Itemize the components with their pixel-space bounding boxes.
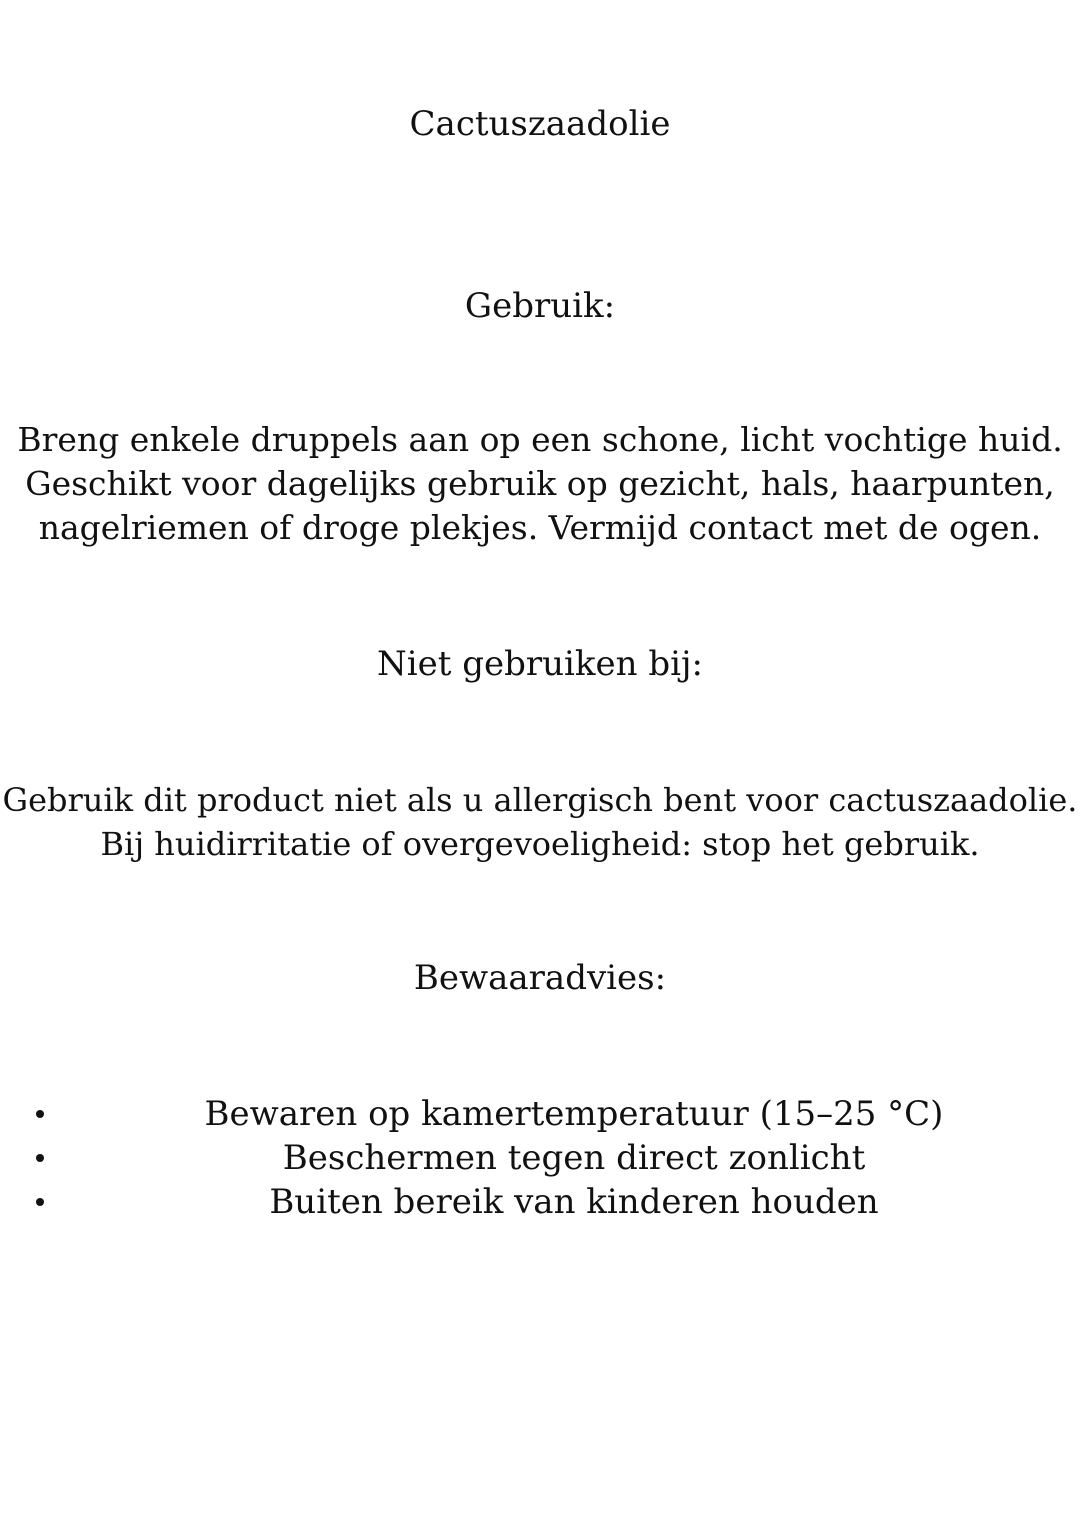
bullet-icon [36,1110,44,1118]
usage-heading: Gebruik: [464,286,616,326]
list-item-text: Buiten bereik van kinderen houden [269,1182,879,1222]
list-item-text: Bewaren op kamertemperatuur (15–25 °C) [204,1094,944,1134]
bullet-icon [36,1154,44,1162]
warnings-paragraph [0,778,1080,866]
storage-list [0,1092,1080,1224]
usage-paragraph [0,418,1080,550]
bullet-icon [36,1198,44,1206]
list-item-text: Beschermen tegen direct zonlicht [282,1138,866,1178]
storage-heading: Bewaaradvies: [413,958,667,998]
warnings-line: Bij huidirritatie of overgevoeligheid: stop het gebruik. [100,825,980,863]
list-item [0,1092,1080,1136]
product-title: Cactuszaadolie [409,104,671,144]
usage-line: Breng enkele druppels aan op een schone, licht vochtige huid. [17,420,1063,459]
list-item [0,1136,1080,1180]
warnings-line: Gebruik dit product niet als u allergisch bent voor cactuszaadolie. [2,781,1078,819]
usage-line: Geschikt voor dagelijks gebruik op gezicht, hals, haarpunten, [25,464,1055,503]
list-item [0,1180,1080,1224]
warnings-heading: Niet gebruiken bij: [377,644,703,684]
usage-line: nagelriemen of droge plekjes. Vermijd contact met de ogen. [38,508,1042,547]
